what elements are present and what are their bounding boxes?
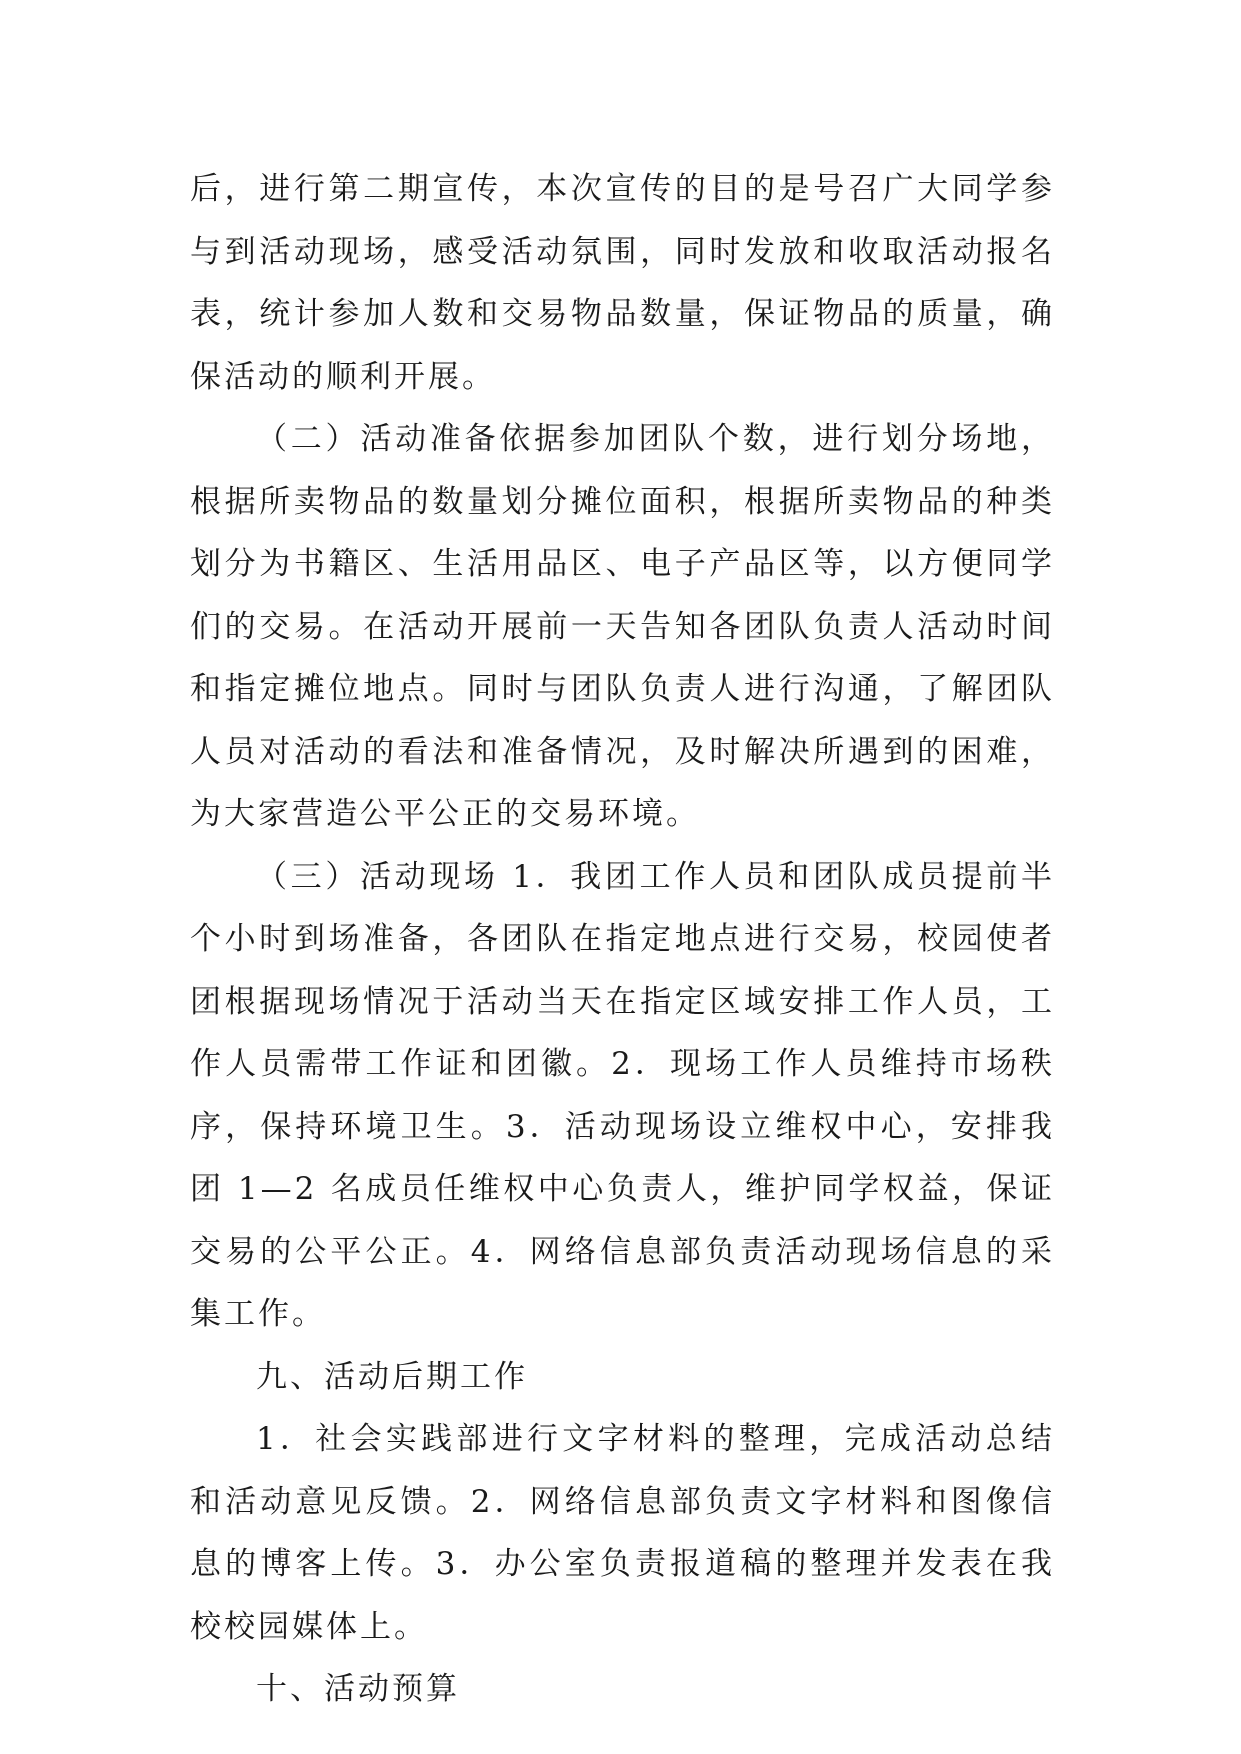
document-page — [190, 158, 1055, 1721]
section-heading-post-activity: 九、活动后期工作 — [256, 1358, 528, 1395]
paragraph-activity-site: （三）活动现场 1．我团工作人员和团队成员提前半个小时到场准备，各团队在指定地点进行交易，校园使者团根据现场情况于活动当天在指定区域安排工作人员，工作人员需带工作证和团徽。2．现场工作人员维持市场秩序，保持环境卫生。3．活动现场设立维权中心，安排我团 1—2 名成员任维权中心负责人，维护同学权益，保证交易的公平公正。4．网络信息部负责活动现场信息的采集工作。 — [190, 858, 1055, 1332]
section-heading-budget: 十、活动预算 — [256, 1671, 460, 1707]
paragraph-post-activity-tasks: 1．社会实践部进行文字材料的整理，完成活动总结和活动意见反馈。2．网络信息部负责文字材料和图像信息的博客上传。3．办公室负责报道稿的整理并发表在我校校园媒体上。 — [190, 1421, 1055, 1645]
paragraph-activity-preparation: （二）活动准备依据参加团队个数，进行划分场地，根据所卖物品的数量划分摊位面积，根据所卖物品的种类划分为书籍区、生活用品区、电子产品区等，以方便同学们的交易。在活动开展前一天告知各团队负责人活动时间和指定摊位地点。同时与团队负责人进行沟通，了解团队人员对活动的看法和准备情况，及时解决所遇到的困难，为大家营造公平公正的交易环境。 — [190, 421, 1055, 832]
paragraph-continuation: 后，进行第二期宣传，本次宣传的目的是号召广大同学参与到活动现场，感受活动氛围，同时发放和收取活动报名表，统计参加人数和交易物品数量，保证物品的质量，确保活动的顺利开展。 — [190, 171, 1055, 395]
